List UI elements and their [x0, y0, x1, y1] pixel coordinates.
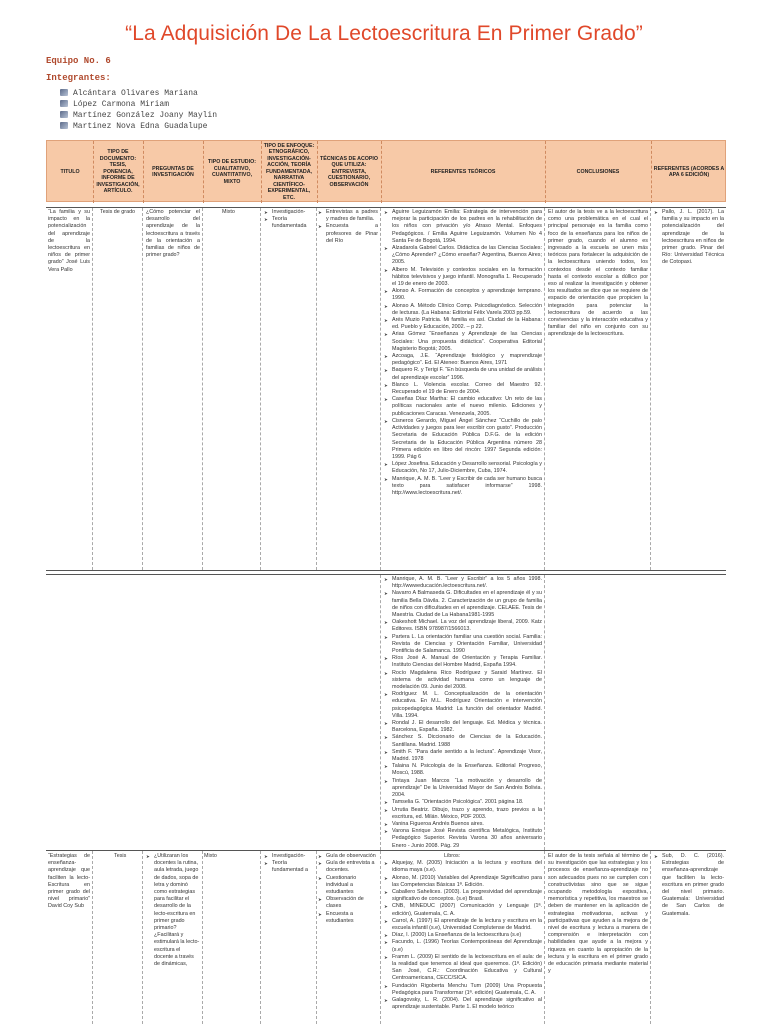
- reference-item: ➤ Ríos José A. Manual de Orientación y Terapia Familiar. Instituto Ciencias del Hombre Madrid, España 1994.: [384, 655, 542, 669]
- member-name: Martinez Nova Edna Guadalupe: [73, 122, 208, 131]
- bullet-icon: [60, 100, 68, 107]
- list-item: ➤ Encuesta a profesores de Pinar del Río: [318, 223, 378, 245]
- row1-apa-list: [654, 209, 724, 267]
- row-divider: [46, 850, 726, 851]
- header-approach: TIPO DE ENFOQUE: ETNOGRÁFICO, INVESTIGACIÓN-ACCIÓN, TEORÍA FUNDAMENTADA, NARRATIVA CIENTÍFICO-EXPERIMENTAL, ETC.: [263, 142, 315, 201]
- members-label: Integrantes:: [46, 73, 111, 83]
- reference-item: ➤ Aguirre Leguizamón Emilia: Estrategia de intervención para mejorar la participación de los padres en la rehabilitación de los niños con privación y/o Atraso Mental. Enfoques Pedagógicos. / Emilia Aguirre Leguizamón. Volumen No 4 Santa Fe de Bogotá, 1994.: [384, 209, 542, 245]
- header-apa: REFERENTES (ACORDES A APA 6 EDICIÓN): [653, 165, 725, 178]
- reference-item: ➤ Framm L. (2009) El sentido de la lectoescritura en el aula: de la realidad que tenemos al ideal que queremos. (1ª. Edición) San José, C.R.: Coordinación Educativa y Cultural Centroamericana, CECC/SICA.: [384, 954, 542, 983]
- document-title: “La Adquisición De La Lectoescritura En Primer Grado”: [125, 22, 643, 45]
- list-item: ➤ Entrevistas a padres y madres de familia.: [318, 209, 378, 223]
- reference-item: ➤ Blanco L. Violencia escolar. Correo del Maestro 92. Recuperado el 19 de Enero de 2004.: [384, 382, 542, 396]
- list-item: ➤ Teoría fundamentad a: [264, 860, 314, 874]
- row1-study-type: Mixto: [222, 209, 235, 215]
- member-item: [60, 99, 217, 110]
- reference-item: ➤ Alonso A. Método Clínico Comp. Psicodiagnóstico. Selección de lecturas. (La Habana: Editorial Félix Varela 2003 pp.59.: [384, 303, 542, 317]
- row3-doc-type: Tesis: [114, 853, 127, 859]
- reference-item: ➤ Rondal J. El desarrollo del lenguaje. Ed. Médica y técnica. Barcelona, España. 1982.: [384, 720, 542, 734]
- row-divider: [46, 207, 726, 208]
- row1-approach-list: [264, 209, 314, 231]
- reference-item: ➤ López Josefina. Educación y Desarrollo sensorial. Psicología y Educación, No 17, Julio-Diciembre, Cuba, 1974.: [384, 461, 542, 475]
- reference-item: ➤ Caseñas Díaz Martha: El cambio educativo: Un reto de las políticas nacionales ante el nuevo milenio. Ediciones y publicaciones Caracas. Venezuela, 2005.: [384, 396, 542, 418]
- row3-title: “Estrategias de enseñanza-aprendizaje que faciliten la lecto-Escritura en primer grado del nivel primario” David Coy Sub: [48, 853, 90, 910]
- table-header: [46, 140, 726, 202]
- member-item: [60, 121, 217, 132]
- reference-item: ➤ Díaz, I. (2000) La Enseñanza de la lectoescritura (s.e): [384, 932, 542, 939]
- row-divider: [46, 574, 726, 575]
- header-doc-type: TIPO DE DOCUMENTO: TESIS, PONENCIA, INFORME DE INVESTIGACIÓN, ARTÍCULO.: [96, 149, 140, 195]
- row3-references: [384, 853, 542, 1023]
- row1-references-list: [384, 209, 542, 567]
- reference-item: ➤ Manrique, A. M. B. “Leer y Escribir” a los 5 años 1998. http://wwweducación.lectoescritura.net/.: [384, 576, 542, 590]
- reference-item: ➤ Alquejay, M. (2005) Iniciación a la lectura y escritura del idioma maya (s.e).: [384, 860, 542, 874]
- header-questions: PREGUNTAS DE INVESTIGACIÓN: [152, 165, 194, 178]
- reference-item: ➤ Facundo, L. (1996) Teorías Contemporáneas del Aprendizaje (s.e): [384, 939, 542, 953]
- member-name: López Carmona Miriam: [73, 100, 170, 109]
- reference-item: ➤ Vanina Figueroa Andrés Buenos aires.: [384, 821, 542, 828]
- list-item: ➤ ¿Utilizaran los docentes la rutina, aula letrada, juego de dados, sopa de letra y dominó como estrategias para facilitar el desarrollo de la lecto-escritura en primer grado primario? ¿Facilitará y estimulará la lecto-escritura el docente a través de dinámicas,: [146, 853, 200, 968]
- row3-question-list: [146, 853, 200, 1023]
- row3-conclusions: El autor de la tesis señala al término de su investigación que las estrategias y los procesos de enseñanza-aprendizaje no son adecuados pues no se cumplen con constructivistas sino que se sigue ocupando metodología expositiva, memorística y repetitiva, los maestros se deben de mantener en la aplicación de estrategias motivadoras, activas y participativas que ayuden a la mejora de nivel de escritura y lectura a manera de comprensión e interpretación con habilidades que ayude a la mejora y riqueza en cuanto la apropiación de la lectura y la escritura en el primer grado de educación primaria mediante material y: [548, 853, 648, 975]
- list-item: ➤ Guía de entrevista a docentes.: [318, 860, 378, 874]
- header-conclusions: CONCLUSIONES: [576, 168, 620, 175]
- list-item: ➤ Investigación-: [264, 853, 314, 860]
- reference-item: ➤ CNB, MINEDUC (2007) Comunicación y Lenguaje (1ª. edición), Guatemala, C. A.: [384, 903, 542, 917]
- reference-item: ➤ Caballero Sahelices. (2003). La progresividad del aprendizaje significativo de conceptos. (s.e) Brasil.: [384, 889, 542, 903]
- members-list: [60, 88, 217, 132]
- reference-item: ➤ Varona Enrique José Revista científica Metalógica, Instituto Pedagógico Superior. Revista Varona 30 años aniversario Enero - Junio 2008. Pág. 29: [384, 828, 542, 848]
- reference-item: ➤ Tamselia G. “Orientación Psicológica”. 2001 página 18.: [384, 799, 542, 806]
- reference-item: ➤ Rodríguez M. L. Conceptualización de la orientación educativa. En M.L. Rodríguez Orientación e intervención psicopedagógica Madrid: La función del orientador Madrid. Villa. 1994.: [384, 691, 542, 720]
- reference-item: ➤ Rocío Magdalena Rico Rodríguez y Saraid Martínez. El sistema de actividad humana como un lenguaje de modelación 09. Junio del 2008.: [384, 670, 542, 692]
- reference-item: ➤ Talaina N. Psicología de la Enseñanza. Editorial Progreso, Moscú, 1988.: [384, 763, 542, 777]
- apa-reference: ➤ Pallo, J. L. (2017). La familia y su impacto en la potencialización del aprendizaje de la lectoescritura en niños de primer grado. Pinar del Río: Universidad Técnica de Cotopaxi.: [654, 209, 724, 267]
- row3-apa-list: [654, 853, 724, 918]
- row1-doc-type: Tesis de grado: [100, 209, 136, 215]
- reference-item: ➤ Partera L. La orientación familiar una cuestión social. Familia: Revista de Ciencias y Orientación Familiar, Universidad Pontificia de Salamanca. 1990: [384, 634, 542, 656]
- bullet-icon: [60, 89, 68, 96]
- list-item: ➤ Investigación-: [264, 209, 314, 216]
- header-study-type: TIPO DE ESTUDIO: CUALITATIVO, CUANTITATIVO, MIXTO: [208, 159, 256, 185]
- reference-item: ➤ Cisneros Gerardo, Miguel Ángel Sánchez “Cuchillo de palo Actividades y juegos para leer escribir con gusto”. Producción Secretaria de Educación Pública D.F.G. de la edición Secretaria de la Educación Pública Argentina número 28 Primera edición en libro del rincón: 1997 Segunda edición: 1999. Pág 6: [384, 418, 542, 461]
- list-item: ➤ Cuestionario individual a estudiantes: [318, 875, 378, 897]
- list-item: ➤ Observación de clases: [318, 896, 378, 910]
- reference-item: ➤ Urrutia Beatriz. Dibujo, trazo y aprendo, trazo previos a la escritura, ed. Milán. México, PDF 2003.: [384, 807, 542, 821]
- header-titulo: TITULO: [60, 168, 80, 175]
- bullet-icon: [60, 111, 68, 118]
- reference-item: ➤ Manrique, A. M. B. “Leer y Escribir de cada ser humano busca texto para satisfacer informarse” 1998. http://www.lectoescritura.net/.: [384, 476, 542, 498]
- row3-techniques-list: [318, 853, 378, 925]
- row1-title: “La familia y su impacto en la potencialización del aprendizaje de la lectoescritura en niños de primer grado” José Luis Vera Pallo: [48, 209, 90, 273]
- row3-study-type: Mixto: [204, 853, 217, 859]
- member-item: [60, 110, 217, 121]
- reference-item: ➤ Navarro A Balmaseda G. Dificultades en el aprendizaje él y su familia Bella Dávila. 2. Caracterización de un grupo de familia de niños con dificultades en el aprendizaje. CELAEE. Tesis de Maestría. Ciudad de La Habana1981-1995: [384, 590, 542, 619]
- reference-item: ➤ Oakeshott Michael. La voz del aprendizaje liberal, 2009. Katz Editores. ISBN 978987/1566013.: [384, 619, 542, 633]
- bullet-icon: [60, 122, 68, 129]
- references-label: Libros:: [444, 853, 461, 859]
- reference-item: ➤ Alonso, M. (2010) Variables del Aprendizaje Significativo para las Competencias Básicas 1ª. Edición.: [384, 875, 542, 889]
- reference-item: ➤ Azcoaga, J.E. “Aprendizaje fisiológico y maprendizaje pedagógico”. Ed. El Ateneo: Buenos Aires, 1971: [384, 353, 542, 367]
- row1-techniques-list: [318, 209, 378, 245]
- reference-item: ➤ Baquero R. y Terigi F. “En búsqueda de una unidad de análisis del aprendizaje escolar” 1996.: [384, 367, 542, 381]
- reference-item: ➤ Fundación Rigoberta Menchu Tum (2009) Una Propuesta Pedagógica para Transformar (1ª. edición) Guatemala, C. A.: [384, 983, 542, 997]
- list-item: ➤ Teoría fundamentada: [264, 216, 314, 230]
- reference-item: ➤ Arés Muzio Patricia. Mi familia es así. Ciudad de la Habana: ed. Pueblo y Educación, 2002. – p 22.: [384, 317, 542, 331]
- reference-item: ➤ Tintaya Juan Marcos “La motivación y desarrollo de aprendizaje” De la Universidad Mayor de San Andrés Bolivia. 2004.: [384, 778, 542, 800]
- row2-references-list: [384, 576, 542, 848]
- reference-item: ➤ Albero M. Televisión y contextos sociales en la formación hábitos televisivos y juego infantil. Monografía 1. Recuperado el 19 de enero de 2003.: [384, 267, 542, 289]
- list-item: ➤ Encuesta a estudiantes: [318, 911, 378, 925]
- reference-item: ➤ Smith F. “Para darle sentido a la lectura”. Aprendizaje Visor, Madrid. 1978: [384, 749, 542, 763]
- reference-item: ➤ Galagovsky, L. R. (2004). Del aprendizaje significativo al aprendizaje sustentable. Parte 1. El modelo teórico: [384, 997, 542, 1011]
- member-item: [60, 88, 217, 99]
- reference-item: ➤ Sánchez S. Diccionario de Ciencias de la Educación. Santillana. Madrid. 1988: [384, 734, 542, 748]
- reference-item: ➤ Alonso A. Formación de conceptos y aprendizaje temprano. 1990.: [384, 288, 542, 302]
- member-name: Alcántara Olivares Mariana: [73, 89, 198, 98]
- apa-reference: ➤ Sub, D. C. (2016). Estrategias de enseñanza-aprendizaje que faciliten la lecto-escritura en primer grado del nivel primario. Guatemala: Universidad de San Carlos de Guatemala.: [654, 853, 724, 918]
- member-name: Martínez González Joany Maylin: [73, 111, 218, 120]
- header-techniques: TÉCNICAS DE ACOPIO QUE UTILIZA: ENTREVISTA, CUESTIONARIO, OBSERVACIÓN: [319, 155, 379, 188]
- row1-conclusions: El autor de la tesis ve a la lectoescritura como una problemática en el cual el principal personaje es la familia como foco de la enseñanza para los niños de primer grado, cuando el alumno es ingresado a la escuela se unen más teóricos para fortalecer la adquisición de la lectoescritura uniendo todos, los contextos desde el contexto familiar hasta el contexto escolar a dúllico por eso al realizar la investigación y obtener los resultados se dice que se requiere de espacio de orientación que propicien la integración para potenciar la lectoescritura de acuerdo a las convivencias y la interacción educativa y familiar del niño en conjunto con su aprendizaje de la lectoescritura.: [548, 209, 648, 338]
- row3-approach-list: [264, 853, 314, 875]
- reference-item: ➤ Alzadarola Gabriel Carlos. Didáctica de las Ciencias Sociales: ¿Cómo Aprender? ¿Cómo enseñar? Argentina, Buenos Aires; 2005.: [384, 245, 542, 267]
- header-references: REFERENTES TEÓRICOS: [430, 168, 496, 175]
- row-divider: [46, 570, 726, 571]
- row1-question: ¿Cómo potenciar el desarrollo del aprendizaje de la lectoescritura a través de la orientación a familias de niños de primer grado?: [146, 209, 200, 259]
- reference-item: ➤ Arias Gómez “Enseñanza y Aprendizaje de las Ciencias Sociales: Una propuesta didáctica”. Cooperativa Editorial Magisterio Bogotá; 2005.: [384, 331, 542, 353]
- row3-references-list: [384, 860, 542, 1011]
- reference-item: ➤ Carrol, A. (1997) El aprendizaje de la lectura y escritura en la escuela infantil (s.e), Universidad Complutense de Madrid.: [384, 918, 542, 932]
- team-label: Equipo No. 6: [46, 56, 111, 66]
- list-item: ➤ Guía de observación: [318, 853, 378, 860]
